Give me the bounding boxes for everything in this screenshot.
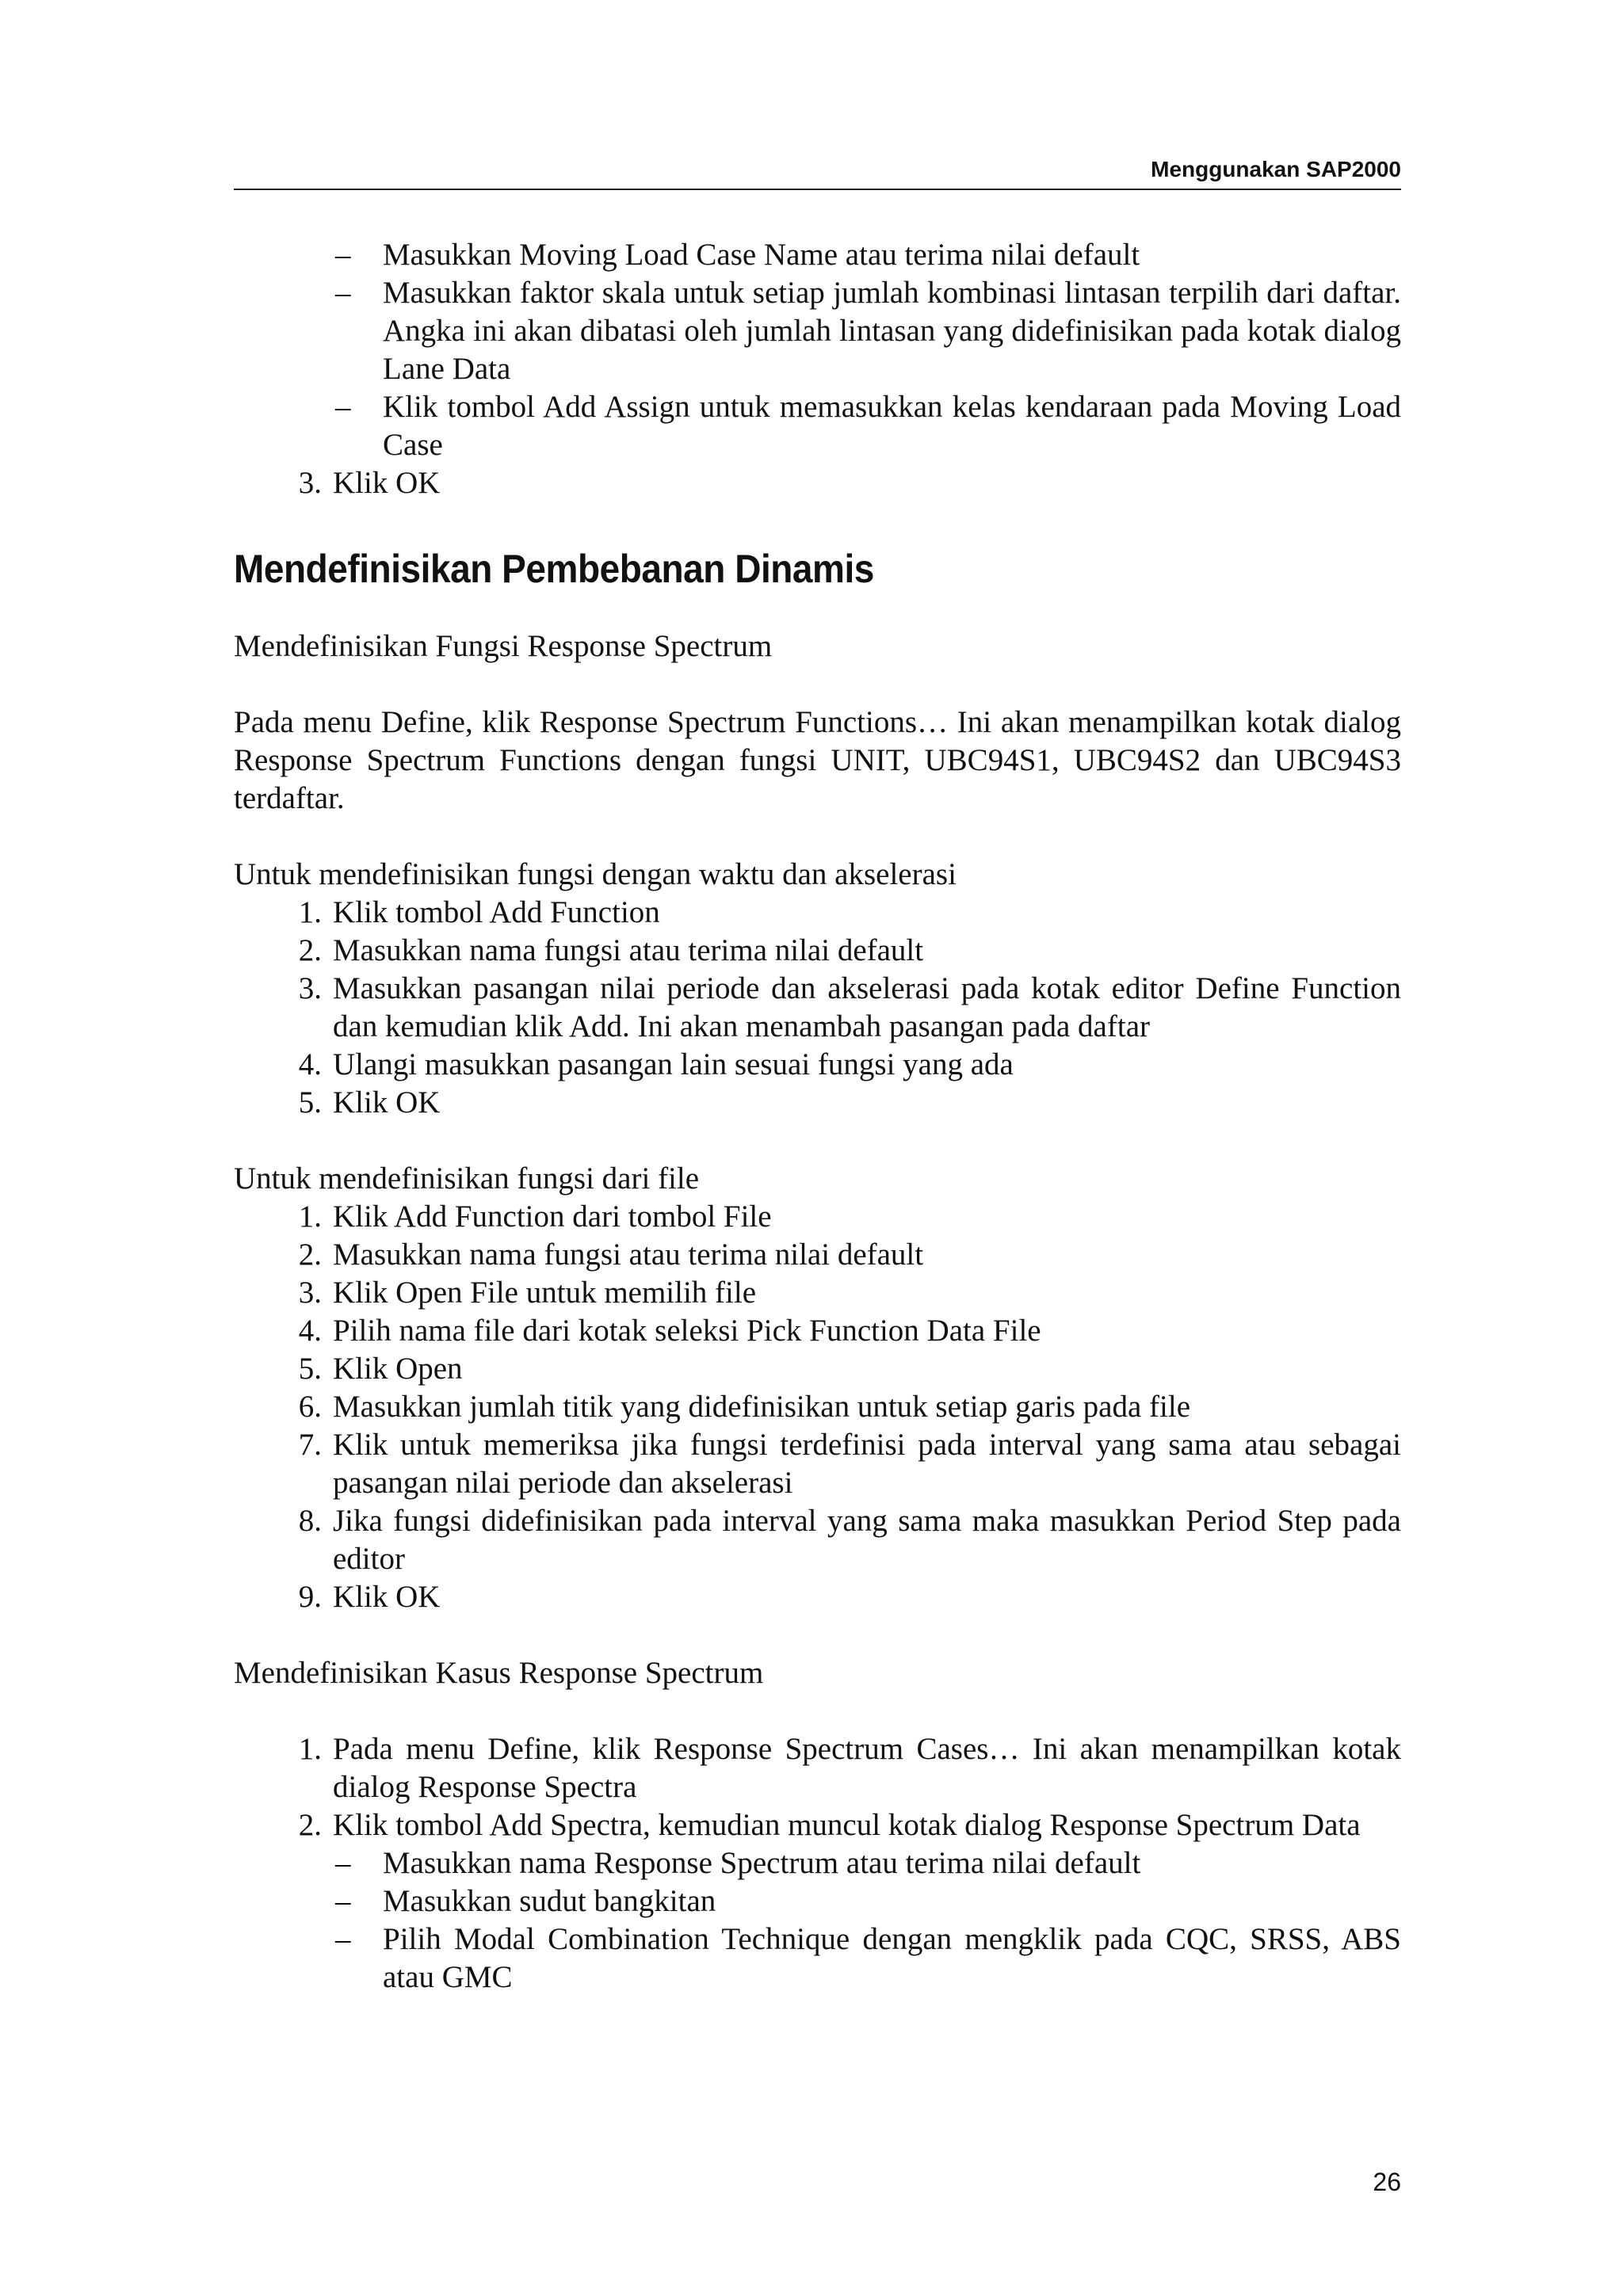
- list-item-text: Pada menu Define, klik Response Spectrum Cases… Ini akan menampilkan kotak dialog Response Spectra: [333, 1732, 1401, 1804]
- dash-bullet: –: [335, 276, 351, 310]
- list-number: 2.: [298, 1238, 322, 1272]
- list-item: [298, 1046, 1401, 1084]
- list-number: 5.: [298, 1085, 322, 1119]
- list-item-text: Klik OK: [333, 1580, 441, 1614]
- list-item: [298, 1198, 1401, 1236]
- list-item-text: Masukkan nama Response Spectrum atau terima nilai default: [383, 1846, 1141, 1880]
- list-item-text: Pilih Modal Combination Technique dengan mengklik pada CQC, SRSS, ABS atau GMC: [383, 1922, 1401, 1994]
- list-item-text: Masukkan Moving Load Case Name atau terima nilai default: [383, 238, 1140, 272]
- list-number: 7.: [298, 1428, 322, 1462]
- dash-bullet: –: [335, 1884, 351, 1918]
- list-item: [335, 1844, 1401, 1882]
- list-item-text: Klik untuk memeriksa jika fungsi terdefinisi pada interval yang sama atau sebagai pasangan nilai periode dan akselerasi: [333, 1428, 1401, 1500]
- subsection-title: Mendefinisikan Kasus Response Spectrum: [234, 1656, 764, 1690]
- list-number: 3.: [298, 1276, 322, 1310]
- list-number: 5.: [298, 1352, 322, 1386]
- list-item: [298, 970, 1401, 1046]
- running-title: Menggunakan SAP2000: [1151, 157, 1401, 181]
- list-item-text: Masukkan sudut bangkitan: [383, 1884, 716, 1918]
- list-number: 4.: [298, 1314, 322, 1348]
- list-lead: Untuk mendefinisikan fungsi dari file: [234, 1161, 700, 1196]
- section-heading: Mendefinisikan Pembebanan Dinamis: [234, 547, 874, 591]
- dash-bullet: –: [335, 390, 351, 424]
- list-item: [335, 236, 1401, 274]
- list-item: [298, 894, 1401, 932]
- list-lead: Untuk mendefinisikan fungsi dengan waktu dan akselerasi: [234, 857, 957, 891]
- list-item: [298, 1388, 1401, 1426]
- list-number: 6.: [298, 1390, 322, 1424]
- intro-paragraph: Pada menu Define, klik Response Spectrum Functions… Ini akan menampilkan kotak dialog Response Spectrum Functions dengan fungsi UNIT, UBC94S1, UBC94S2 dan UBC94S3 terdaftar.: [234, 705, 1401, 815]
- list-item-text: Klik Open: [333, 1352, 463, 1386]
- list-item: [298, 1730, 1401, 1806]
- list-item-text: Jika fungsi didefinisikan pada interval yang sama maka masukkan Period Step pada editor: [333, 1504, 1401, 1576]
- page-header: [234, 157, 1401, 190]
- list-item: [335, 274, 1401, 388]
- dash-bullet: –: [335, 238, 351, 272]
- list-number: 9.: [298, 1580, 322, 1614]
- list-number: 3.: [298, 466, 322, 500]
- list-item: [298, 1312, 1401, 1350]
- list-item-text: Pilih nama file dari kotak seleksi Pick Function Data File: [333, 1314, 1041, 1348]
- list-item: [298, 1350, 1401, 1388]
- list-item: [298, 464, 1401, 502]
- list-item: [298, 1274, 1401, 1312]
- list-item: [298, 1426, 1401, 1502]
- list-number: 4.: [298, 1047, 322, 1081]
- list-item: [298, 1806, 1401, 1844]
- list-item-text: Klik tombol Add Function: [333, 895, 660, 929]
- list-item-text: Masukkan pasangan nilai periode dan akselerasi pada kotak editor Define Function dan kemudian klik Add. Ini akan menambah pasangan pada daftar: [333, 971, 1401, 1043]
- dash-bullet: –: [335, 1922, 351, 1956]
- list-item-text: Klik Open File untuk memilih file: [333, 1276, 757, 1310]
- list-item-text: Klik tombol Add Spectra, kemudian muncul kotak dialog Response Spectrum Data: [333, 1808, 1361, 1842]
- list-item-text: Masukkan nama fungsi atau terima nilai default: [333, 1238, 924, 1272]
- list-item: [335, 388, 1401, 464]
- subsection-title: Mendefinisikan Fungsi Response Spectrum: [234, 629, 773, 663]
- list-item: [298, 1236, 1401, 1274]
- list-item-text: Klik OK: [333, 466, 441, 500]
- list-number: 3.: [298, 971, 322, 1005]
- list-number: 2.: [298, 933, 322, 967]
- list-item-text: Masukkan jumlah titik yang didefinisikan untuk setiap garis pada file: [333, 1390, 1191, 1424]
- list-item: [335, 1882, 1401, 1920]
- list-number: 8.: [298, 1504, 322, 1538]
- list-item: [335, 1920, 1401, 1997]
- list-item: [298, 1084, 1401, 1122]
- list-item-text: Klik Add Function dari tombol File: [333, 1199, 772, 1234]
- list-item: [298, 1502, 1401, 1578]
- page-content: [234, 236, 1401, 1997]
- page-number: 26: [1373, 2168, 1401, 2196]
- list-number: 1.: [298, 895, 322, 929]
- list-item-text: Klik OK: [333, 1085, 441, 1119]
- list-item-text: Ulangi masukkan pasangan lain sesuai fungsi yang ada: [333, 1047, 1014, 1081]
- list-item: [298, 932, 1401, 970]
- list-item-text: Klik tombol Add Assign untuk memasukkan kelas kendaraan pada Moving Load Case: [383, 390, 1401, 462]
- list-number: 2.: [298, 1808, 322, 1842]
- list-item-text: Masukkan nama fungsi atau terima nilai default: [333, 933, 924, 967]
- dash-bullet: –: [335, 1846, 351, 1880]
- list-item-text: Masukkan faktor skala untuk setiap jumlah kombinasi lintasan terpilih dari daftar. Angka ini akan dibatasi oleh jumlah lintasan yang didefinisikan pada kotak dialog Lane Data: [383, 276, 1401, 386]
- list-number: 1.: [298, 1199, 322, 1234]
- list-item: [298, 1578, 1401, 1616]
- list-number: 1.: [298, 1732, 322, 1766]
